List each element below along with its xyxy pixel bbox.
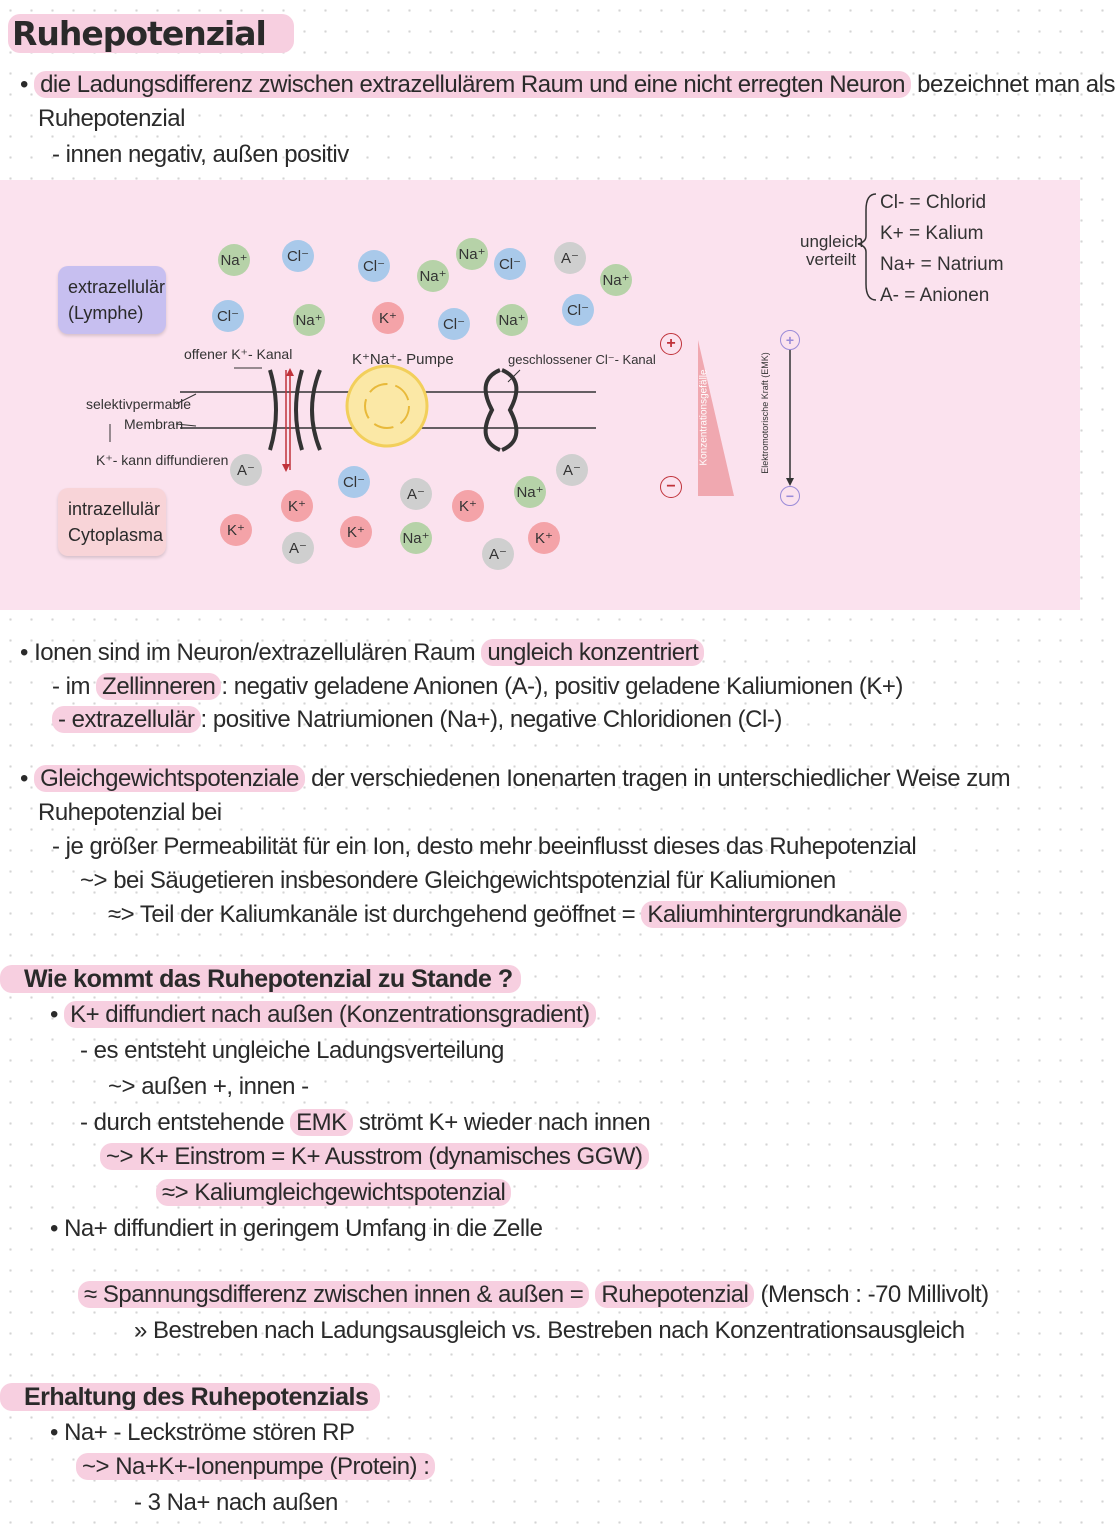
gradient-label: Konzentrationsgefälle <box>698 369 710 466</box>
ggw-line-2: Ruhepotenzial bei <box>38 799 222 826</box>
ggw-line-1: • Gleichgewichtspotenziale der verschiedenen Ionenarten tragen in unterschiedlicher Weise zum <box>20 765 1011 792</box>
pump-wall-left <box>312 370 320 450</box>
ion-na: Na⁺ <box>218 244 250 276</box>
legend-sodium: Na+ = Natrium <box>880 254 1004 275</box>
ion-na: Na⁺ <box>514 476 546 508</box>
membrane-label-2: Membran <box>124 416 184 432</box>
origin-line-8: ≈ Spannungsdifferenz zwischen innen & außen = Ruhepotenzial (Mensch : -70 Millivolt) <box>78 1280 989 1310</box>
ion-a: A⁻ <box>556 454 588 486</box>
ion-cl: Cl⁻ <box>338 466 370 498</box>
legend-potassium: K+ = Kalium <box>880 223 984 244</box>
intracellular-label: intrazellulär Cytoplasma <box>58 488 166 556</box>
page-title: Ruhepotenzial <box>8 14 294 54</box>
ion-a: A⁻ <box>554 242 586 274</box>
ion-k: K⁺ <box>372 302 404 334</box>
origin-line-5: ~> K+ Einstrom = K+ Ausstrom (dynamisches GGW) <box>100 1142 649 1172</box>
pump-circle <box>347 366 427 446</box>
intro-line-3: - innen negativ, außen positiv <box>52 141 349 168</box>
ion-a: A⁻ <box>482 538 514 570</box>
ion-k: K⁺ <box>452 490 484 522</box>
ion-na: Na⁺ <box>417 260 449 292</box>
ion-cl: Cl⁻ <box>438 308 470 340</box>
origin-line-7: • Na+ diffundiert in geringem Umfang in die Zelle <box>50 1215 543 1242</box>
minus-sign: − <box>660 476 682 498</box>
open-k-channel-left <box>270 370 276 450</box>
emk-plus-sign: + <box>780 330 800 350</box>
maintain-heading: Erhaltung des Ruhepotenzials <box>0 1382 380 1412</box>
open-k-channel-right <box>296 370 302 450</box>
ion-a: A⁻ <box>282 532 314 564</box>
ion-k: K⁺ <box>220 514 252 546</box>
ion-na: Na⁺ <box>400 522 432 554</box>
origin-line-1: • K+ diffundiert nach außen (Konzentrationsgradient) <box>50 1000 596 1030</box>
membrane-label-1: selektivpermable <box>86 396 192 412</box>
ion-na: Na⁺ <box>496 304 528 336</box>
pump-label: K⁺Na⁺- Pumpe <box>352 351 454 368</box>
emk-label: Elektromotorische Kraft (EMK) <box>759 352 770 474</box>
ion-cl: Cl⁻ <box>358 250 390 282</box>
origin-line-3: ~> außen +, innen - <box>108 1073 309 1100</box>
ion-a: A⁻ <box>230 454 262 486</box>
origin-heading: Wie kommt das Ruhepotenzial zu Stande ? <box>0 964 521 994</box>
closed-cl-channel-left <box>486 370 500 450</box>
maintain-line-1: • Na+ - Leckströme stören RP <box>50 1419 355 1446</box>
emk-minus-sign: − <box>780 486 800 506</box>
ion-k: K⁺ <box>281 490 313 522</box>
intro-highlight: die Ladungsdifferenz zwischen extrazellulärem Raum und eine nicht erregten Neuron <box>34 71 911 98</box>
ions-line-2: - im Zellinneren : negativ geladene Anionen (A-), positiv geladene Kaliumionen (K+) <box>52 673 903 700</box>
uneven-label-2: verteilt <box>806 250 857 269</box>
ions-line-1: • Ionen sind im Neuron/extrazellulären Raum ungleich konzentriert <box>20 638 704 668</box>
ion-a: A⁻ <box>400 478 432 510</box>
ion-cl: Cl⁻ <box>562 294 594 326</box>
intro-line-1: • die Ladungsdifferenz zwischen extrazellulärem Raum und eine nicht erregten Neuron bezeichnet man als <box>20 71 1115 98</box>
legend-anions: A- = Anionen <box>880 285 990 306</box>
ion-cl: Cl⁻ <box>212 300 244 332</box>
origin-line-9: » Bestreben nach Ladungsausgleich vs. Bestreben nach Konzentrationsausgleich <box>134 1317 965 1344</box>
legend-chloride: Cl- = Chlorid <box>880 192 987 213</box>
ion-k: K⁺ <box>528 522 560 554</box>
k-diffuse-label: K⁺- kann diffundieren <box>96 452 229 468</box>
ion-na: Na⁺ <box>600 264 632 296</box>
closed-cl-channel-right <box>502 370 516 450</box>
intro-line-2: Ruhepotenzial <box>38 105 185 132</box>
origin-line-6: ≈> Kaliumgleichgewichtspotenzial <box>156 1178 511 1208</box>
ggw-line-4: ~> bei Säugetieren insbesondere Gleichgewichtspotenzial für Kaliumionen <box>80 867 836 894</box>
open-k-channel-label: offener K⁺- Kanal <box>184 346 293 362</box>
ion-k: K⁺ <box>340 516 372 548</box>
ggw-line-5: ≈> Teil der Kaliumkanäle ist durchgehend geöffnet = Kaliumhintergrundkanäle <box>108 900 907 930</box>
ion-na: Na⁺ <box>456 238 488 270</box>
origin-line-2: - es entsteht ungleiche Ladungsverteilung <box>80 1037 504 1064</box>
maintain-line-3: - 3 Na+ nach außen <box>134 1489 338 1516</box>
ggw-line-3: - je größer Permeabilität für ein Ion, desto mehr beeinflusst dieses das Ruhepotenzial <box>52 833 917 860</box>
ion-cl: Cl⁻ <box>282 240 314 272</box>
plus-sign: + <box>660 333 682 355</box>
maintain-line-2: ~> Na+K+-Ionenpumpe (Protein) : <box>76 1452 435 1482</box>
resting-potential-diagram <box>0 180 1080 610</box>
extracellular-label: extrazellulär (Lymphe) <box>58 266 166 334</box>
uneven-label-1: ungleich <box>800 232 864 251</box>
closed-cl-channel-label: geschlossener Cl⁻- Kanal <box>508 352 656 367</box>
ion-na: Na⁺ <box>293 304 325 336</box>
origin-line-4: - durch entstehende EMK strömt K+ wieder nach innen <box>80 1109 651 1136</box>
ions-line-3: - extrazellulär : positive Natriumionen (Na+), negative Chloridionen (Cl-) <box>52 705 782 735</box>
ion-cl: Cl⁻ <box>494 248 526 280</box>
